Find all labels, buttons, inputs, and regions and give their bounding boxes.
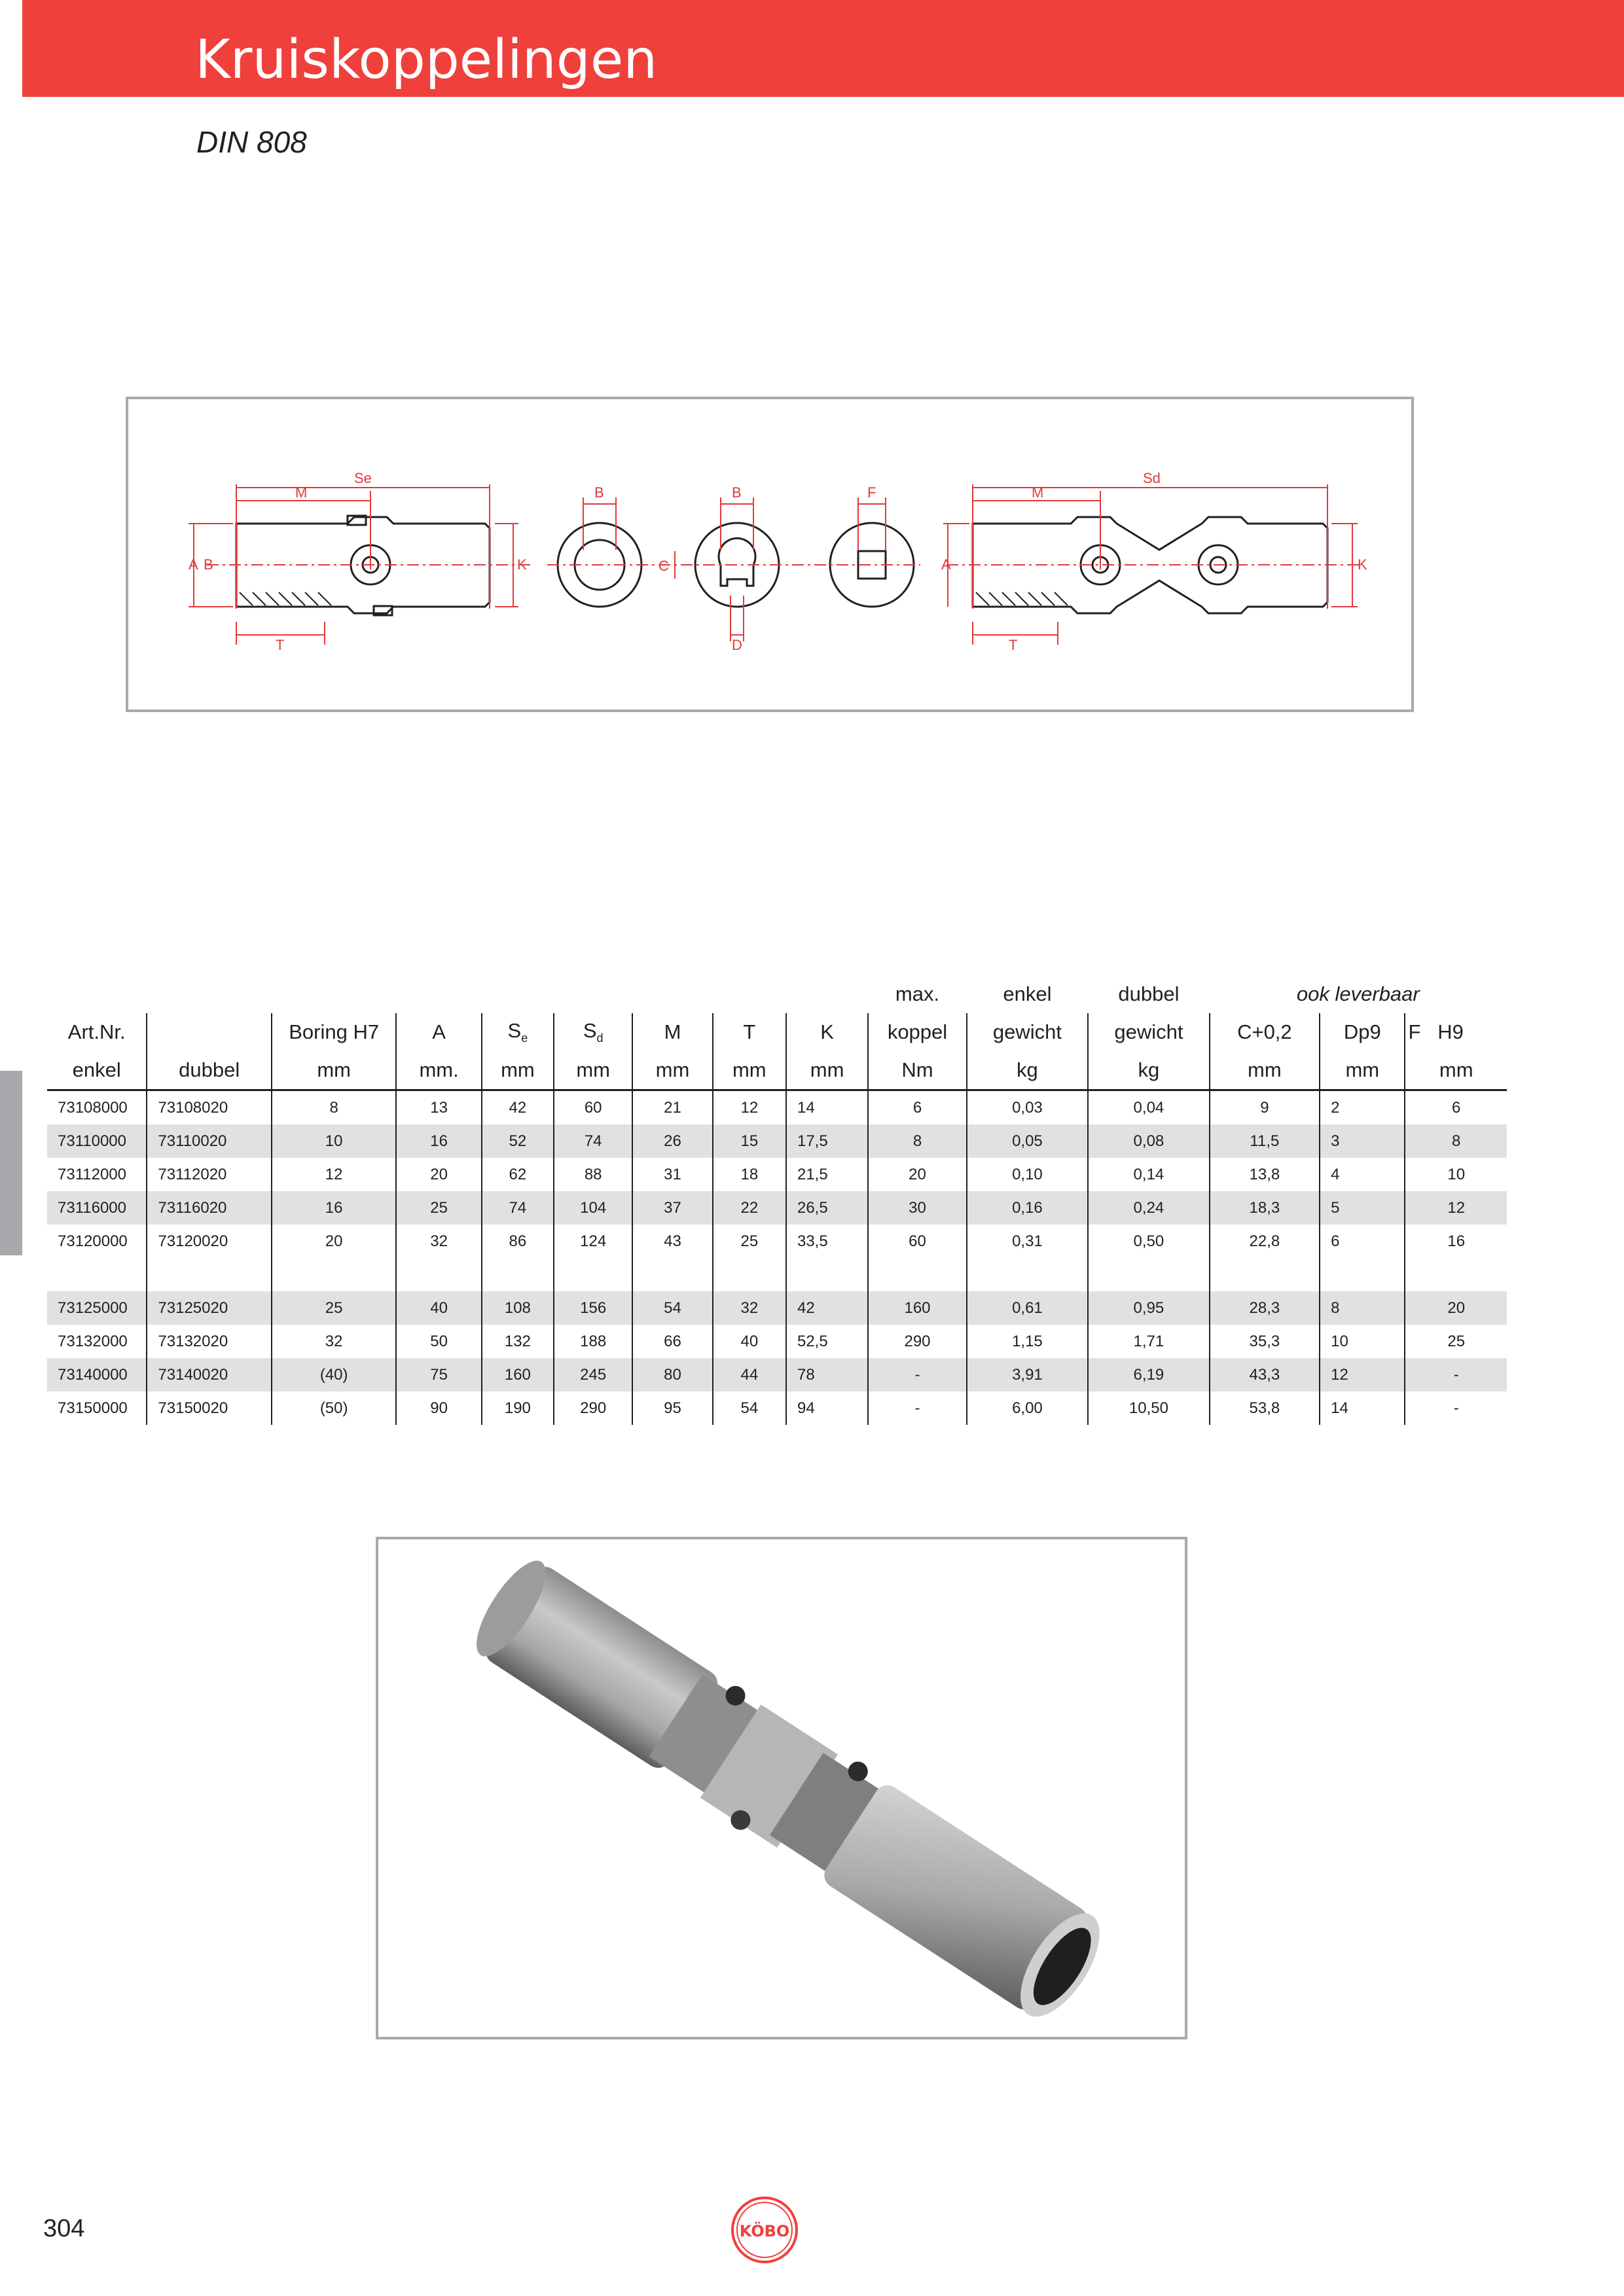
table-cell: 0,50 <box>1088 1225 1209 1258</box>
dim-label-k-double: K <box>1358 556 1367 573</box>
unit-koppel: Nm <box>868 1051 966 1090</box>
table-cell: 9 <box>1210 1090 1320 1125</box>
dim-label-c: C <box>659 558 669 574</box>
unit-se: mm <box>482 1051 554 1090</box>
table-cell: 21 <box>632 1090 712 1125</box>
table-cell: 73150000 <box>58 1399 128 1417</box>
table-cell: 0,05 <box>967 1124 1088 1158</box>
dim-label-m-double: M <box>1032 484 1044 501</box>
table-cell: 37 <box>632 1191 712 1225</box>
table-cell: 108 <box>482 1291 554 1325</box>
header-gewicht-enkel: gewicht <box>967 1013 1088 1051</box>
table-cell: 43,3 <box>1210 1358 1320 1391</box>
table-row <box>47 1124 1507 1158</box>
table-cell: 53,8 <box>1210 1391 1320 1425</box>
table-cell: 6 <box>868 1090 966 1125</box>
table-cell: 42 <box>482 1090 554 1125</box>
page-subtitle: DIN 808 <box>196 125 307 159</box>
table-cell: 73116020 <box>147 1191 272 1225</box>
table-cell: 16 <box>1405 1225 1507 1258</box>
dim-label-b-side: B <box>204 556 213 573</box>
table-cell: 73132000 <box>58 1332 128 1350</box>
unit-a: mm. <box>396 1051 481 1090</box>
table-row <box>47 1090 1507 1125</box>
table-cell: 160 <box>868 1291 966 1325</box>
dim-label-f: F <box>867 484 876 501</box>
table-cell: 32 <box>713 1291 786 1325</box>
header-k: K <box>786 1013 868 1051</box>
table-body <box>47 1090 1507 1426</box>
table-row <box>47 1325 1507 1358</box>
dim-label-t-double: T <box>1009 637 1018 653</box>
table-cell: 0,14 <box>1088 1158 1209 1191</box>
table-cell: 104 <box>554 1191 632 1225</box>
table-header-row <box>47 1013 1507 1051</box>
table-cell: 0,31 <box>967 1225 1088 1258</box>
table-cell: 0,16 <box>967 1191 1088 1225</box>
dim-label-b-keyed: B <box>732 484 742 501</box>
table-cell: 12 <box>713 1090 786 1125</box>
table-row <box>47 1358 1507 1391</box>
table-cell: 73140000 <box>47 1358 147 1391</box>
table-row <box>47 1191 1507 1225</box>
table-cell: 188 <box>554 1325 632 1358</box>
table-cell: 75 <box>396 1358 481 1391</box>
table-cell: 52,5 <box>786 1325 868 1358</box>
table-cell: 3 <box>1320 1124 1405 1158</box>
table-cell: 12 <box>272 1158 397 1191</box>
table-cell: 4 <box>1320 1158 1405 1191</box>
unit-dubbel: dubbel <box>147 1051 272 1090</box>
table-cell: 80 <box>632 1358 712 1391</box>
table-row <box>47 1158 1507 1191</box>
table-cell: 50 <box>396 1325 481 1358</box>
table-cell: 73150020 <box>147 1391 272 1425</box>
table-cell: 90 <box>396 1391 481 1425</box>
header-artnr: Art.Nr. <box>67 1020 126 1043</box>
table-cell: 10,50 <box>1088 1391 1209 1425</box>
table-cell: 15 <box>713 1124 786 1158</box>
table-cell: 20 <box>396 1158 481 1191</box>
page-title: Kruiskoppelingen <box>195 29 658 91</box>
product-photo <box>376 1537 1187 2039</box>
table-cell: 86 <box>482 1225 554 1258</box>
header-f: F H9 <box>1405 1013 1507 1051</box>
page-number: 304 <box>43 2215 85 2242</box>
spec-table <box>47 975 1507 1425</box>
table-cell: 33,5 <box>786 1225 868 1258</box>
table-cell: 28,3 <box>1210 1291 1320 1325</box>
dim-label-t: T <box>276 637 285 653</box>
table-cell: 25 <box>713 1225 786 1258</box>
table-cell: 6,19 <box>1088 1358 1209 1391</box>
dim-label-d: D <box>732 637 742 653</box>
side-tab-marker <box>0 1071 22 1255</box>
table-cell: 74 <box>482 1191 554 1225</box>
unit-m: mm <box>632 1051 712 1090</box>
table-cell: 245 <box>554 1358 632 1391</box>
table-cell: 124 <box>554 1225 632 1258</box>
table-cell: 62 <box>482 1158 554 1191</box>
table-cell: 54 <box>713 1391 786 1425</box>
table-units-row <box>47 1051 1507 1090</box>
table-cell: 13 <box>396 1090 481 1125</box>
table-cell: 0,61 <box>967 1291 1088 1325</box>
table-cell: 73125000 <box>47 1291 147 1325</box>
svg-text:KÖBO: KÖBO <box>739 2222 790 2240</box>
table-cell: (40) <box>272 1358 397 1391</box>
unit-f: mm <box>1405 1051 1507 1090</box>
header-m: M <box>632 1013 712 1051</box>
header-enkel-group: enkel <box>1003 982 1052 1005</box>
table-cell: 14 <box>1320 1391 1405 1425</box>
table-cell: 6 <box>1405 1090 1507 1125</box>
header-ook-leverbaar: ook leverbaar <box>1296 982 1420 1005</box>
unit-dp: mm <box>1320 1051 1405 1090</box>
table-cell: 16 <box>272 1191 397 1225</box>
table-cell: 290 <box>554 1391 632 1425</box>
table-cell: 2 <box>1320 1090 1405 1125</box>
table-spacer-row <box>47 1258 1507 1291</box>
table-cell: (50) <box>272 1391 397 1425</box>
table-cell: 73125020 <box>147 1291 272 1325</box>
table-cell: 20 <box>272 1225 397 1258</box>
dim-label-sd: Sd <box>1143 470 1161 486</box>
table-cell: 190 <box>482 1391 554 1425</box>
table-cell: 6,00 <box>967 1391 1088 1425</box>
table-cell: 74 <box>554 1124 632 1158</box>
table-cell: 132 <box>482 1325 554 1358</box>
table-cell: 43 <box>632 1225 712 1258</box>
header-boring: Boring H7 <box>272 1013 397 1051</box>
dim-label-a-double: A <box>941 556 951 573</box>
table-cell: 73108000 <box>58 1098 128 1117</box>
dim-label-b-round: B <box>594 484 604 501</box>
table-cell: 0,95 <box>1088 1291 1209 1325</box>
unit-sd: mm <box>554 1051 632 1090</box>
table-cell: 14 <box>786 1090 868 1125</box>
table-cell: 73116000 <box>47 1191 147 1225</box>
product-photo-svg <box>378 1539 1185 2037</box>
header-a: A <box>396 1013 481 1051</box>
header-dubbel-group: dubbel <box>1118 982 1180 1005</box>
dim-label-k: K <box>517 556 527 573</box>
table-cell: 16 <box>396 1124 481 1158</box>
table-row <box>47 1391 1507 1425</box>
header-max: max. <box>895 982 940 1005</box>
table-cell: 18 <box>713 1158 786 1191</box>
table-cell: 6 <box>1320 1225 1405 1258</box>
table-cell: - <box>868 1358 966 1391</box>
table-cell: 44 <box>713 1358 786 1391</box>
table-cell: 12 <box>1405 1191 1507 1225</box>
table-cell: 12 <box>1320 1358 1405 1391</box>
unit-c: mm <box>1210 1051 1320 1090</box>
table-cell: 88 <box>554 1158 632 1191</box>
table-cell: 25 <box>396 1191 481 1225</box>
table-cell: 40 <box>713 1325 786 1358</box>
table-cell: 73112000 <box>58 1165 126 1183</box>
table-cell: 156 <box>554 1291 632 1325</box>
table-cell: 8 <box>1320 1291 1405 1325</box>
table-cell: 25 <box>1405 1325 1507 1358</box>
header-gewicht-dubbel: gewicht <box>1088 1013 1209 1051</box>
table-cell: 31 <box>632 1158 712 1191</box>
table-cell: 94 <box>786 1391 868 1425</box>
table-cell: 26 <box>632 1124 712 1158</box>
table-cell: 95 <box>632 1391 712 1425</box>
table-cell: 73120000 <box>58 1232 128 1250</box>
table-cell: 32 <box>396 1225 481 1258</box>
table-cell: 0,24 <box>1088 1191 1209 1225</box>
dim-label-se: Se <box>354 470 372 486</box>
table-cell: 73112020 <box>147 1158 272 1191</box>
table-cell: 25 <box>272 1291 397 1325</box>
table-cell: 10 <box>1320 1325 1405 1358</box>
table-cell: 21,5 <box>786 1158 868 1191</box>
table-cell: - <box>868 1391 966 1425</box>
technical-drawing-svg <box>128 399 1411 709</box>
table-cell: 18,3 <box>1210 1191 1320 1225</box>
table-cell: 8 <box>868 1124 966 1158</box>
unit-gewicht-enkel: kg <box>967 1051 1088 1090</box>
table-cell: 0,08 <box>1088 1124 1209 1158</box>
kobo-logo <box>730 2195 799 2265</box>
table-cell: 78 <box>786 1358 868 1391</box>
table-cell: 40 <box>396 1291 481 1325</box>
table-cell: 26,5 <box>786 1191 868 1225</box>
table-cell: 1,15 <box>967 1325 1088 1358</box>
unit-enkel: enkel <box>47 1051 147 1090</box>
header-sd: $S_d$ <box>554 1013 632 1051</box>
table-cell: 0,10 <box>967 1158 1088 1191</box>
unit-k: mm <box>786 1051 868 1090</box>
header-dp: Dp9 <box>1320 1013 1405 1051</box>
table-cell: 42 <box>786 1291 868 1325</box>
unit-t: mm <box>713 1051 786 1090</box>
table-group-row <box>47 975 1507 1013</box>
table-cell: 0,04 <box>1088 1090 1209 1125</box>
header-t: T <box>713 1013 786 1051</box>
table-cell: 60 <box>868 1225 966 1258</box>
table-cell: 60 <box>554 1090 632 1125</box>
header-koppel: koppel <box>868 1013 966 1051</box>
table-cell: 8 <box>1405 1124 1507 1158</box>
table-cell: 73108020 <box>147 1090 272 1125</box>
unit-boring: mm <box>272 1051 397 1090</box>
table-cell: 10 <box>272 1124 397 1158</box>
dim-label-m: M <box>295 484 308 501</box>
table-cell: 20 <box>868 1158 966 1191</box>
table-cell: 30 <box>868 1191 966 1225</box>
header-se: $S_e$ <box>482 1013 554 1051</box>
table-cell: 8 <box>272 1090 397 1125</box>
table-cell: 0,03 <box>967 1090 1088 1125</box>
table-cell: 160 <box>482 1358 554 1391</box>
table-cell: 35,3 <box>1210 1325 1320 1358</box>
table-cell: 73132020 <box>147 1325 272 1358</box>
unit-gewicht-dubbel: kg <box>1088 1051 1209 1090</box>
table-cell: 17,5 <box>786 1124 868 1158</box>
table-cell: 54 <box>632 1291 712 1325</box>
table-cell: 22 <box>713 1191 786 1225</box>
table-cell: 73110020 <box>147 1124 272 1158</box>
table-cell: 73110000 <box>47 1124 147 1158</box>
table-cell: 32 <box>272 1325 397 1358</box>
table-cell: 10 <box>1405 1158 1507 1191</box>
header-c: C+0,2 <box>1210 1013 1320 1051</box>
table-cell: 52 <box>482 1124 554 1158</box>
technical-drawing <box>126 397 1414 712</box>
table-row <box>47 1225 1507 1258</box>
dim-label-a: A <box>189 556 198 573</box>
table-cell: 290 <box>868 1325 966 1358</box>
table-cell: 66 <box>632 1325 712 1358</box>
table-cell: 3,91 <box>967 1358 1088 1391</box>
table-cell: 73120020 <box>147 1225 272 1258</box>
table-cell: 1,71 <box>1088 1325 1209 1358</box>
table-cell: - <box>1405 1358 1507 1391</box>
table-cell: 22,8 <box>1210 1225 1320 1258</box>
table-cell: 5 <box>1320 1191 1405 1225</box>
table-cell: 73140020 <box>147 1358 272 1391</box>
table-cell: 20 <box>1405 1291 1507 1325</box>
table-cell: - <box>1405 1391 1507 1425</box>
table-cell: 13,8 <box>1210 1158 1320 1191</box>
table-row <box>47 1291 1507 1325</box>
table-cell: 11,5 <box>1210 1124 1320 1158</box>
